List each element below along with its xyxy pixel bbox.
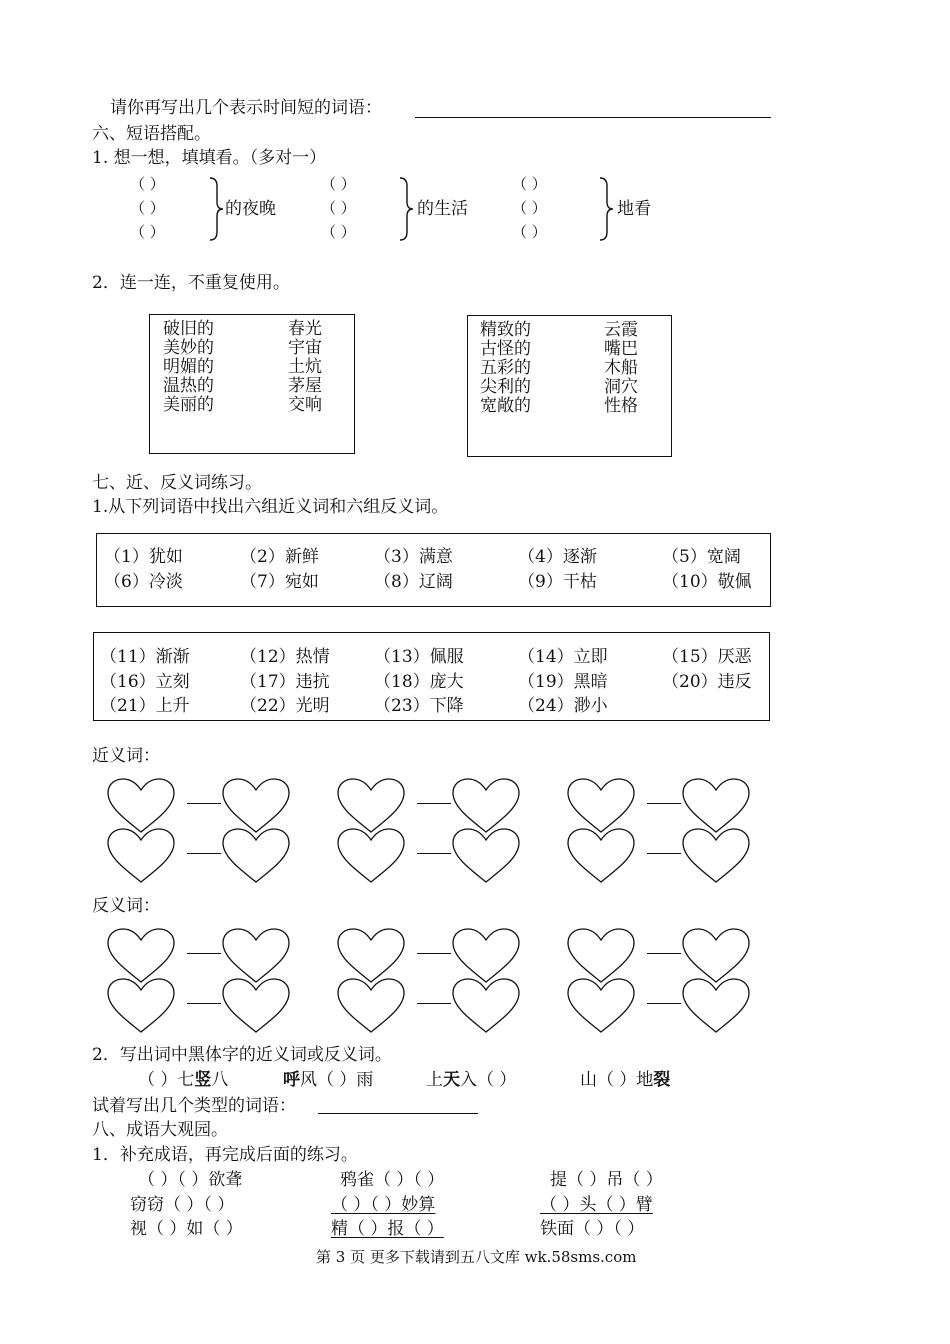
word-item: （16）立刻: [100, 672, 190, 692]
heart-answer-box[interactable]: [450, 978, 523, 1035]
pair-dash: [187, 953, 221, 954]
heart-answer-box[interactable]: [680, 778, 753, 835]
intro-prompt: 请你再写出几个表示时间短的词语：: [110, 98, 382, 118]
paren-blank[interactable]: （ ）: [321, 223, 356, 241]
heart-answer-box[interactable]: [335, 978, 408, 1035]
idiom-item: 呼风（ ）雨: [283, 1070, 374, 1090]
heart-answer-box[interactable]: [220, 928, 293, 985]
word-item: （12）热情: [240, 647, 330, 667]
heart-answer-box[interactable]: [450, 778, 523, 835]
synonyms-label: 近义词：: [92, 746, 160, 766]
right-brace-icon: [208, 176, 224, 242]
match-word[interactable]: 木船: [604, 358, 638, 378]
pair-dash: [187, 1003, 221, 1004]
match-word[interactable]: 温热的: [163, 376, 214, 396]
match-word[interactable]: 尖利的: [480, 377, 531, 397]
word-item: （9）干枯: [518, 572, 597, 592]
section6-title: 六、短语搭配。: [92, 124, 211, 144]
word-item: （22）光明: [240, 696, 330, 716]
pair-dash: [647, 803, 681, 804]
types-prompt: 试着写出几个类型的词语：: [92, 1096, 296, 1116]
word-item: （3）满意: [374, 547, 453, 567]
heart-answer-box[interactable]: [565, 778, 638, 835]
page-footer: 第 3 页 更多下载请到五八文库 wk.58sms.com: [316, 1248, 637, 1266]
s8-q1-title: 1．补充成语，再完成后面的练习。: [92, 1145, 358, 1165]
heart-answer-box[interactable]: [220, 978, 293, 1035]
match-word[interactable]: 宽敞的: [480, 396, 531, 416]
idiom-blank[interactable]: 提（ ）吊（ ）: [550, 1170, 663, 1190]
match-word[interactable]: 破旧的: [163, 319, 214, 339]
match-word[interactable]: 洞穴: [604, 377, 638, 397]
heart-answer-box[interactable]: [105, 828, 178, 885]
heart-answer-box[interactable]: [565, 828, 638, 885]
paren-blank[interactable]: （ ）: [130, 175, 165, 193]
group-suffix: 地看: [617, 199, 651, 219]
match-word[interactable]: 交响: [288, 395, 322, 415]
match-word[interactable]: 茅屋: [288, 376, 322, 396]
heart-answer-box[interactable]: [335, 778, 408, 835]
matching-right-column: [604, 321, 638, 416]
idiom-blank[interactable]: （ ）（ ）欲聋: [138, 1170, 243, 1190]
idiom-item: 上天入（ ）: [426, 1070, 517, 1090]
antonyms-label: 反义词：: [92, 896, 160, 916]
heart-answer-box[interactable]: [105, 978, 178, 1035]
heart-answer-box[interactable]: [565, 978, 638, 1035]
answer-blank[interactable]: [415, 117, 771, 118]
group-suffix: 的生活: [417, 199, 468, 219]
word-item: （11）渐渐: [100, 647, 190, 667]
match-word[interactable]: 明媚的: [163, 357, 214, 377]
pair-dash: [417, 803, 451, 804]
answer-blank[interactable]: [318, 1113, 478, 1114]
match-word[interactable]: 春光: [288, 319, 322, 339]
matching-right-column: [288, 320, 322, 415]
pair-dash: [647, 853, 681, 854]
word-item: （20）违反: [662, 672, 752, 692]
word-item: （13）佩服: [374, 647, 464, 667]
paren-blank[interactable]: （ ）: [512, 223, 547, 241]
idiom-blank[interactable]: （ ）（ ）妙算: [331, 1195, 436, 1215]
group-suffix: 的夜晚: [225, 199, 276, 219]
word-item: （4）逐渐: [518, 547, 597, 567]
heart-answer-box[interactable]: [220, 828, 293, 885]
word-item: （15）厌恶: [662, 647, 752, 667]
s7-q1-title: 1.从下列词语中找出六组近义词和六组反义词。: [92, 497, 449, 517]
match-word[interactable]: 美丽的: [163, 395, 214, 415]
heart-answer-box[interactable]: [565, 928, 638, 985]
match-word[interactable]: 土炕: [288, 357, 322, 377]
heart-answer-box[interactable]: [450, 828, 523, 885]
paren-blank[interactable]: （ ）: [130, 223, 165, 241]
right-brace-icon: [398, 176, 414, 242]
word-item: （24）渺小: [518, 696, 608, 716]
word-item: （21）上升: [100, 696, 190, 716]
matching-left-column: [480, 321, 531, 416]
word-item: （5）宽阔: [662, 547, 741, 567]
word-bank-1: [96, 533, 771, 607]
pair-dash: [187, 853, 221, 854]
paren-blank[interactable]: （ ）: [321, 175, 356, 193]
match-word[interactable]: 精致的: [480, 320, 531, 340]
word-item: （8）辽阔: [374, 572, 453, 592]
match-word[interactable]: 性格: [604, 396, 638, 416]
word-item: （10）敬佩: [662, 572, 752, 592]
match-word[interactable]: 五彩的: [480, 358, 531, 378]
match-word[interactable]: 古怪的: [480, 339, 531, 359]
pair-dash: [647, 1003, 681, 1004]
heart-answer-box[interactable]: [220, 778, 293, 835]
q1-title: 1. 想一想，填填看。（多对一）: [92, 148, 327, 168]
pair-dash: [417, 1003, 451, 1004]
pair-dash: [187, 803, 221, 804]
word-item: （17）违抗: [240, 672, 330, 692]
q2-title: 2．连一连，不重复使用。: [92, 273, 290, 293]
match-word[interactable]: 美妙的: [163, 338, 214, 358]
paren-blank[interactable]: （ ）: [512, 175, 547, 193]
section8-title: 八、成语大观园。: [92, 1120, 228, 1140]
paren-blank[interactable]: （ ）: [130, 199, 165, 217]
idiom-blank[interactable]: 精（ ）报（ ）: [331, 1219, 444, 1239]
heart-answer-box[interactable]: [335, 828, 408, 885]
idiom-blank[interactable]: 窃窃（ ）（ ）: [130, 1195, 235, 1215]
idiom-blank[interactable]: 鸦雀（ ）（ ）: [340, 1170, 445, 1190]
heart-answer-box[interactable]: [335, 928, 408, 985]
word-item: （1）犹如: [104, 547, 183, 567]
word-item: （7）宛如: [240, 572, 319, 592]
idiom-blank[interactable]: 铁面（ ）（ ）: [540, 1219, 645, 1239]
idiom-blank[interactable]: 视（ ）如（ ）: [130, 1219, 243, 1239]
word-item: （2）新鲜: [240, 547, 319, 567]
idiom-blank[interactable]: （ ）头（ ）臂: [540, 1195, 653, 1215]
word-item: （18）庞大: [374, 672, 464, 692]
word-item: （19）黑暗: [518, 672, 608, 692]
paren-blank[interactable]: （ ）: [512, 199, 547, 217]
section7-title: 七、近、反义词练习。: [92, 473, 262, 493]
pair-dash: [647, 953, 681, 954]
matching-left-column: [163, 320, 214, 415]
heart-answer-box[interactable]: [680, 928, 753, 985]
word-item: （14）立即: [518, 647, 608, 667]
word-item: （6）冷淡: [104, 572, 183, 592]
idiom-item: 山（ ）地裂: [580, 1070, 671, 1090]
match-word[interactable]: 云霞: [604, 320, 638, 340]
pair-dash: [417, 853, 451, 854]
s7-q2-title: 2．写出词中黑体字的近义词或反义词。: [92, 1045, 392, 1065]
match-word[interactable]: 嘴巴: [604, 339, 638, 359]
heart-answer-box[interactable]: [450, 928, 523, 985]
right-brace-icon: [598, 176, 614, 242]
match-word[interactable]: 宇宙: [288, 338, 322, 358]
heart-answer-box[interactable]: [680, 828, 753, 885]
paren-blank[interactable]: （ ）: [321, 199, 356, 217]
heart-answer-box[interactable]: [680, 978, 753, 1035]
word-item: （23）下降: [374, 696, 464, 716]
idiom-item: （ ）七竖八: [138, 1070, 229, 1090]
heart-answer-box[interactable]: [105, 928, 178, 985]
heart-answer-box[interactable]: [105, 778, 178, 835]
pair-dash: [417, 953, 451, 954]
